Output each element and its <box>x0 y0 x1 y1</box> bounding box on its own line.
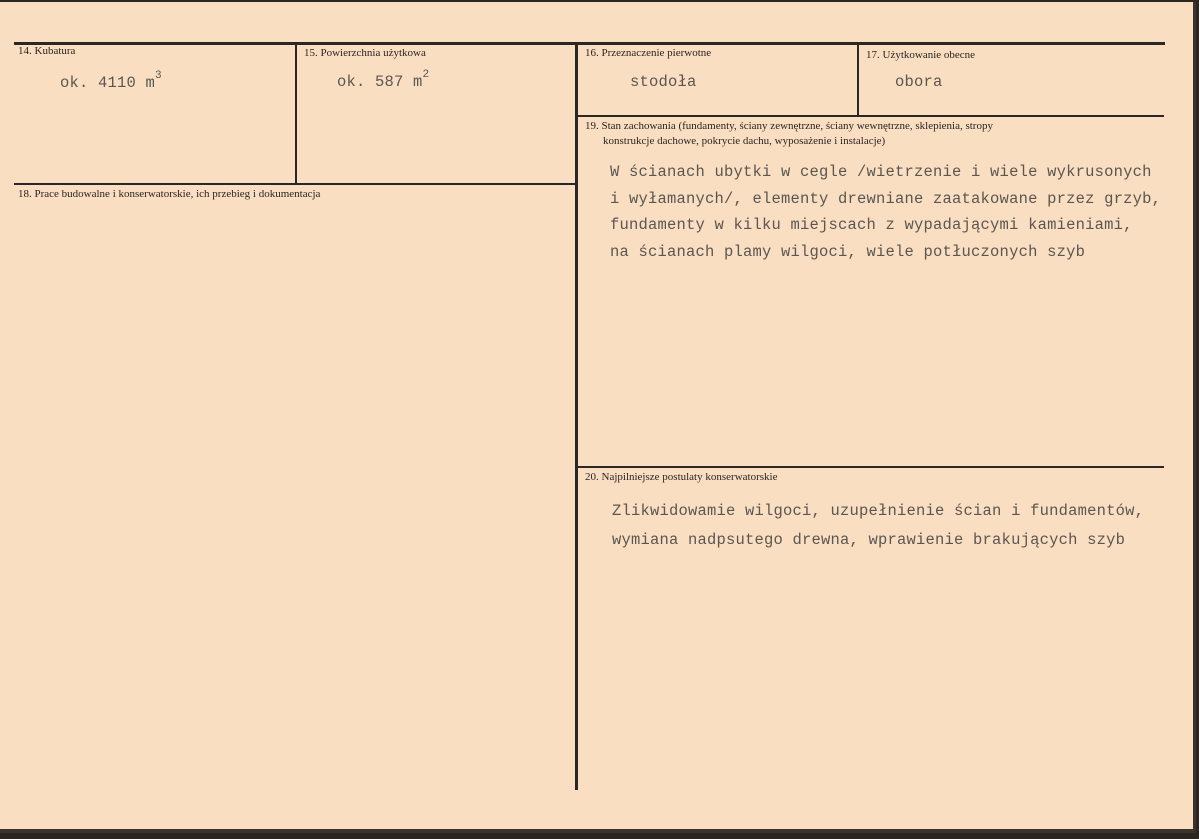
record-card <box>0 2 1196 833</box>
field-20-line: wymiana nadpsutego drewna, wprawienie brakujących szyb <box>612 531 1126 549</box>
field-20-label: 20. Najpilniejsze postulaty konserwatorskie <box>585 471 778 483</box>
field-18-label: 18. Prace budowalne i konserwatorskie, ich przebieg i dokumentacja <box>18 188 321 200</box>
divider-16-17 <box>857 44 859 116</box>
field-15-value <box>337 69 430 92</box>
field-14-unit-exponent: 3 <box>155 70 162 82</box>
field-16-value: stodoła <box>630 73 697 91</box>
divider-14-15 <box>295 44 297 184</box>
rule-below-16-17 <box>578 115 1164 117</box>
field-15-label: 15. Powierzchnia użytkowa <box>304 47 426 59</box>
field-15-value-text: ok. 587 m <box>337 73 423 92</box>
field-19-line: W ścianach ubytki w cegle /wietrzenie i wiele wykrusonych <box>610 163 1152 181</box>
field-14-label: 14. Kubatura <box>18 45 76 57</box>
field-20-text <box>612 497 1144 555</box>
main-vertical-divider <box>575 44 578 790</box>
rule-below-14-15 <box>14 183 576 185</box>
field-20-line: Zlikwidowamie wilgoci, uzupełnienie ścian i fundamentów, <box>612 502 1145 520</box>
field-19-line: fundamenty w kilku miejscach z wypadającymi kamieniami, <box>610 216 1133 234</box>
field-14-value <box>60 70 162 93</box>
rule-above-20 <box>578 466 1164 468</box>
field-19-label-line2: konstrukcje dachowe, pokrycie dachu, wyposażenie i instalacje) <box>603 135 886 147</box>
field-19-label-line1: 19. Stan zachowania (fundamenty, ściany zewnętrzne, ściany wewnętrzne, sklepienia, stropy <box>585 120 993 132</box>
field-14-value-text: ok. 4110 m <box>60 74 156 93</box>
field-19-line: na ścianach plamy wilgoci, wiele potłuczonych szyb <box>610 242 1086 261</box>
field-17-label: 17. Użytkowanie obecne <box>866 49 976 61</box>
top-rule <box>14 42 1165 45</box>
field-17-value: obora <box>895 73 943 91</box>
field-19-line: i wyłamanych/, elementy drewniane zaatakowane przez grzyb, <box>610 189 1162 208</box>
field-19-text <box>610 159 1161 265</box>
field-16-label: 16. Przeznaczenie pierwotne <box>585 47 712 59</box>
field-15-unit-exponent: 2 <box>422 69 430 81</box>
